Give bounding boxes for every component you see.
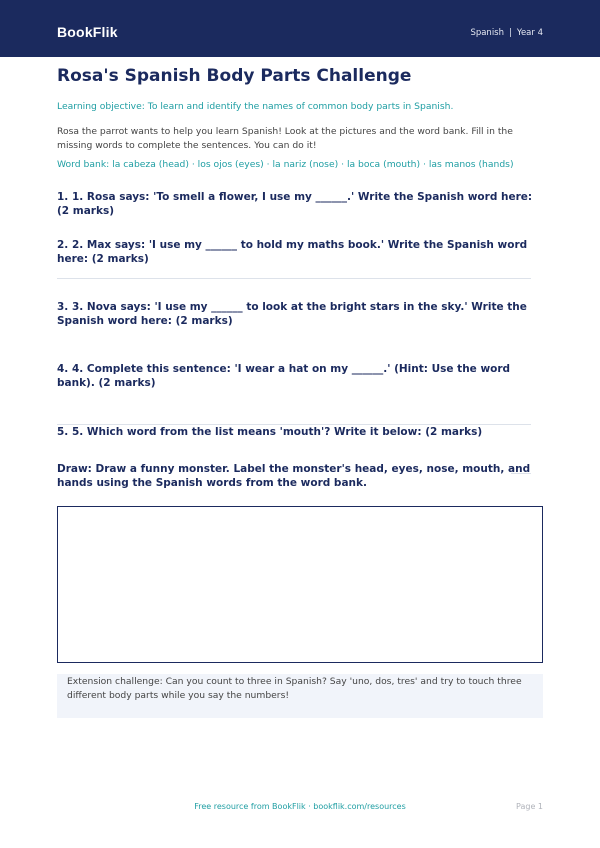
subject-label: Spanish bbox=[470, 28, 505, 38]
extension-text: Extension challenge: Can you count to three in Spanish? Say 'uno, dos, tres' and try to touch three different body parts while you say the numbers! bbox=[67, 676, 522, 701]
word-bank: Word bank: la cabeza (head) · los ojos (eyes) · la nariz (nose) · la boca (mouth) · las manos (hands) bbox=[57, 159, 514, 170]
header-bar bbox=[0, 0, 600, 57]
header-tagline bbox=[470, 28, 543, 38]
footer-resource-link[interactable]: Free resource from BookFlik · bookflik.com/resources bbox=[194, 802, 406, 811]
question-2: 2. 2. Max says: 'I use my ______ to hold my maths book.' Write the Spanish word here: (2 marks) bbox=[57, 239, 528, 265]
question-3: 3. 3. Nova says: 'I use my ______ to look at the bright stars in the sky.' Write the Spanish word here: (2 marks) bbox=[57, 301, 527, 327]
year-label: Year 4 bbox=[516, 28, 543, 38]
question-1: 1. 1. Rosa says: 'To smell a flower, I use my ______.' Write the Spanish word here: (2 marks) bbox=[57, 191, 533, 217]
brand-logo[interactable]: BookFlik bbox=[57, 24, 118, 40]
page-number: Page 1 bbox=[516, 802, 543, 811]
answer-line-2[interactable] bbox=[57, 278, 531, 279]
question-5: 5. 5. Which word from the list means 'mouth'? Write it below: (2 marks) bbox=[57, 426, 483, 438]
page-title: Rosa's Spanish Body Parts Challenge bbox=[57, 66, 412, 86]
draw-instructions: Draw: Draw a funny monster. Label the monster's head, eyes, nose, mouth, and hands using the Spanish words from the word bank. bbox=[57, 463, 531, 489]
answer-line-draw[interactable] bbox=[511, 473, 531, 474]
learning-objective: Learning objective: To learn and identify the names of common body parts in Spanish. bbox=[57, 101, 454, 112]
question-4: 4. 4. Complete this sentence: 'I wear a hat on my ______.' (Hint: Use the word bank). (2 marks) bbox=[57, 362, 545, 390]
extension-box bbox=[57, 674, 543, 718]
intro-text: Rosa the parrot wants to help you learn Spanish! Look at the pictures and the word bank. Fill in the missing words to complete the sentences. You can do it! bbox=[57, 126, 513, 151]
drawing-area[interactable] bbox=[57, 506, 543, 663]
separator: | bbox=[509, 28, 512, 38]
